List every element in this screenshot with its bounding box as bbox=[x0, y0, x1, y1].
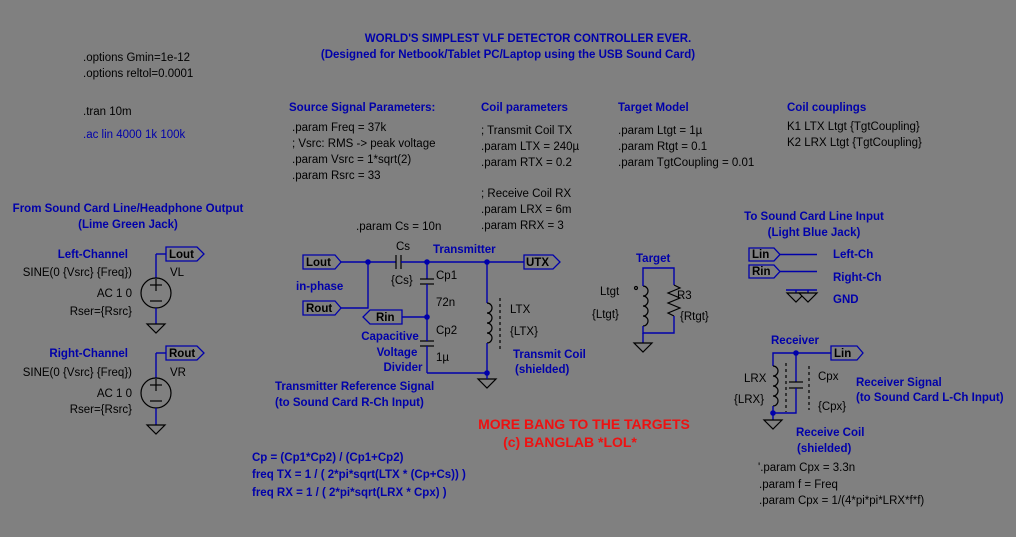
voltage-source-vr bbox=[23, 346, 204, 434]
banner-line-2: (c) BANGLAB *LOL* bbox=[503, 434, 637, 450]
left-source-subheading: (Lime Green Jack) bbox=[78, 219, 178, 231]
r3-value: {Rtgt} bbox=[680, 311, 709, 323]
lout-flag-source-label: Lout bbox=[169, 249, 194, 261]
lin-flag-input-label: Lin bbox=[752, 249, 770, 261]
transmitter-circuit bbox=[275, 221, 586, 409]
left-source-heading: From Sound Card Line/Headphone Output bbox=[12, 203, 244, 215]
param-ltx: .param LTX = 240µ bbox=[481, 141, 580, 153]
comment-rx-coil: ; Receive Coil RX bbox=[481, 188, 572, 200]
rin-flag-input-label: Rin bbox=[752, 266, 771, 278]
coil-params-heading: Coil parameters bbox=[481, 102, 568, 114]
vl-name: VL bbox=[170, 267, 185, 279]
line-input-subheading: (Light Blue Jack) bbox=[767, 227, 861, 239]
transmit-coil-label: Transmit Coil bbox=[513, 349, 586, 361]
tran-directive: .tran 10m bbox=[83, 106, 132, 118]
lrx-value: {LRX} bbox=[734, 394, 765, 406]
target-label: Target bbox=[636, 253, 671, 265]
option-reltol: .options reltol=0.0001 bbox=[83, 68, 194, 80]
title-line-2: (Designed for Netbook/Tablet PC/Laptop using the USB Sound Card) bbox=[320, 49, 696, 61]
rout-flag-tx-label: Rout bbox=[306, 303, 333, 315]
param-cpx-formula: .param Cpx = 1/(4*pi*pi*LRX*f*f) bbox=[759, 495, 925, 507]
source-params-heading: Source Signal Parameters: bbox=[289, 102, 436, 114]
param-lrx: .param LRX = 6m bbox=[481, 204, 572, 216]
cs-value: {Cs} bbox=[391, 275, 413, 287]
cpx-param-commented: '.param Cpx = 3.3n bbox=[758, 462, 856, 474]
ac-directive: .ac lin 4000 1k 100k bbox=[83, 129, 186, 141]
vl-sine: SINE(0 {Vsrc} {Freq}) bbox=[22, 267, 132, 279]
coupling-k1: K1 LTX Ltgt {TgtCoupling} bbox=[787, 121, 920, 133]
vr-rser: Rser={Rsrc} bbox=[69, 404, 132, 416]
line-input-section bbox=[744, 211, 884, 306]
target-model-heading: Target Model bbox=[618, 102, 689, 114]
rin-flag-tx-label: Rin bbox=[376, 312, 395, 324]
ltx-value: {LTX} bbox=[510, 326, 538, 338]
right-channel-label: Right-Channel bbox=[49, 348, 128, 360]
rout-flag-source-label: Rout bbox=[169, 348, 196, 360]
title-line-1: WORLD'S SIMPLEST VLF DETECTOR CONTROLLER EVER. bbox=[364, 33, 692, 45]
cp1-value: 72n bbox=[436, 297, 456, 309]
utx-flag-label: UTX bbox=[526, 257, 549, 269]
param-tgtcoupling: .param TgtCoupling = 0.01 bbox=[618, 157, 755, 169]
cp2-value: 1µ bbox=[436, 352, 450, 364]
formula-freq-tx: freq TX = 1 / ( 2*pi*sqrt(LTX * (Cp+Cs)) ) bbox=[252, 469, 466, 481]
param-ltgt: .param Ltgt = 1µ bbox=[618, 125, 703, 137]
receive-coil-label: Receive Coil bbox=[796, 427, 865, 439]
banner-line-1: MORE BANG TO THE TARGETS bbox=[478, 416, 690, 432]
receive-coil-shielded: (shielded) bbox=[797, 443, 852, 455]
ltgt-inductor bbox=[643, 286, 648, 326]
vr-ac: AC 1 0 bbox=[96, 388, 132, 400]
left-channel-label: Left-Channel bbox=[57, 249, 128, 261]
voltage-source-vl bbox=[23, 247, 204, 333]
lin-flag-receiver-label: Lin bbox=[834, 348, 852, 360]
ground-symbol-tx bbox=[478, 379, 496, 388]
target-circuit bbox=[592, 253, 709, 352]
lout-flag-tx-label: Lout bbox=[306, 257, 331, 269]
formula-freq-rx: freq RX = 1 / ( 2*pi*sqrt(LRX * Cpx) ) bbox=[252, 487, 447, 499]
ground-symbol-receiver bbox=[764, 420, 782, 429]
formula-cp: Cp = (Cp1*Cp2) / (Cp1+Cp2) bbox=[252, 452, 404, 464]
gnd-label: GND bbox=[833, 294, 859, 306]
couplings-heading: Coil couplings bbox=[787, 102, 867, 114]
vr-sine: SINE(0 {Vsrc} {Freq}) bbox=[22, 367, 132, 379]
cp1-name: Cp1 bbox=[436, 270, 458, 282]
ground-symbol-target bbox=[634, 343, 652, 352]
ltgt-name: Ltgt bbox=[600, 286, 620, 298]
transmit-coil-shielded: (shielded) bbox=[515, 364, 570, 376]
right-ch-label: Right-Ch bbox=[833, 272, 882, 284]
ltx-inductor bbox=[487, 303, 492, 343]
vl-ac: AC 1 0 bbox=[96, 288, 132, 300]
receiver-circuit bbox=[734, 335, 1004, 507]
ltgt-value: {Ltgt} bbox=[592, 309, 619, 321]
receiver-signal-sub: (to Sound Card L-Ch Input) bbox=[856, 392, 1004, 404]
cp2-name: Cp2 bbox=[436, 325, 458, 337]
line-input-heading: To Sound Card Line Input bbox=[744, 211, 884, 223]
cpx-name: Cpx bbox=[818, 371, 839, 383]
r3-name: R3 bbox=[677, 290, 692, 302]
receiver-signal-label: Receiver Signal bbox=[856, 377, 942, 389]
coupling-k2: K2 LRX Ltgt {TgtCoupling} bbox=[787, 137, 922, 149]
left-ch-label: Left-Ch bbox=[833, 249, 874, 261]
vr-name: VR bbox=[170, 367, 186, 379]
divider-line-3: Divider bbox=[383, 362, 423, 374]
ground-symbol-vr bbox=[147, 425, 165, 434]
option-gmin: .options Gmin=1e-12 bbox=[83, 52, 191, 64]
cpx-value: {Cpx} bbox=[818, 401, 847, 413]
param-vsrc: .param Vsrc = 1*sqrt(2) bbox=[292, 154, 412, 166]
divider-line-2: Voltage bbox=[376, 347, 418, 359]
cs-param: .param Cs = 10n bbox=[356, 221, 442, 233]
reference-signal-sub: (to Sound Card R-Ch Input) bbox=[275, 397, 424, 409]
lrx-name: LRX bbox=[744, 373, 767, 385]
reference-signal-label: Transmitter Reference Signal bbox=[275, 381, 435, 393]
cs-name: Cs bbox=[396, 241, 411, 253]
vl-rser: Rser={Rsrc} bbox=[69, 306, 132, 318]
lrx-inductor bbox=[773, 366, 778, 406]
param-freq: .param Freq = 37k bbox=[292, 122, 387, 134]
ground-symbol-input-2 bbox=[799, 293, 817, 302]
receiver-label: Receiver bbox=[771, 335, 819, 347]
param-rrx: .param RRX = 3 bbox=[481, 220, 564, 232]
param-f: .param f = Freq bbox=[759, 479, 838, 491]
param-rtgt: .param Rtgt = 0.1 bbox=[618, 141, 708, 153]
in-phase-label: in-phase bbox=[296, 281, 344, 293]
comment-vsrc: ; Vsrc: RMS -> peak voltage bbox=[292, 138, 436, 150]
ground-symbol-vl bbox=[147, 324, 165, 333]
param-rtx: .param RTX = 0.2 bbox=[481, 157, 572, 169]
ltx-name: LTX bbox=[510, 304, 531, 316]
transmitter-net-label: Transmitter bbox=[433, 244, 496, 256]
divider-line-1: Capacitive bbox=[361, 331, 419, 343]
comment-tx-coil: ; Transmit Coil TX bbox=[481, 125, 573, 137]
param-rsrc: .param Rsrc = 33 bbox=[292, 170, 381, 182]
